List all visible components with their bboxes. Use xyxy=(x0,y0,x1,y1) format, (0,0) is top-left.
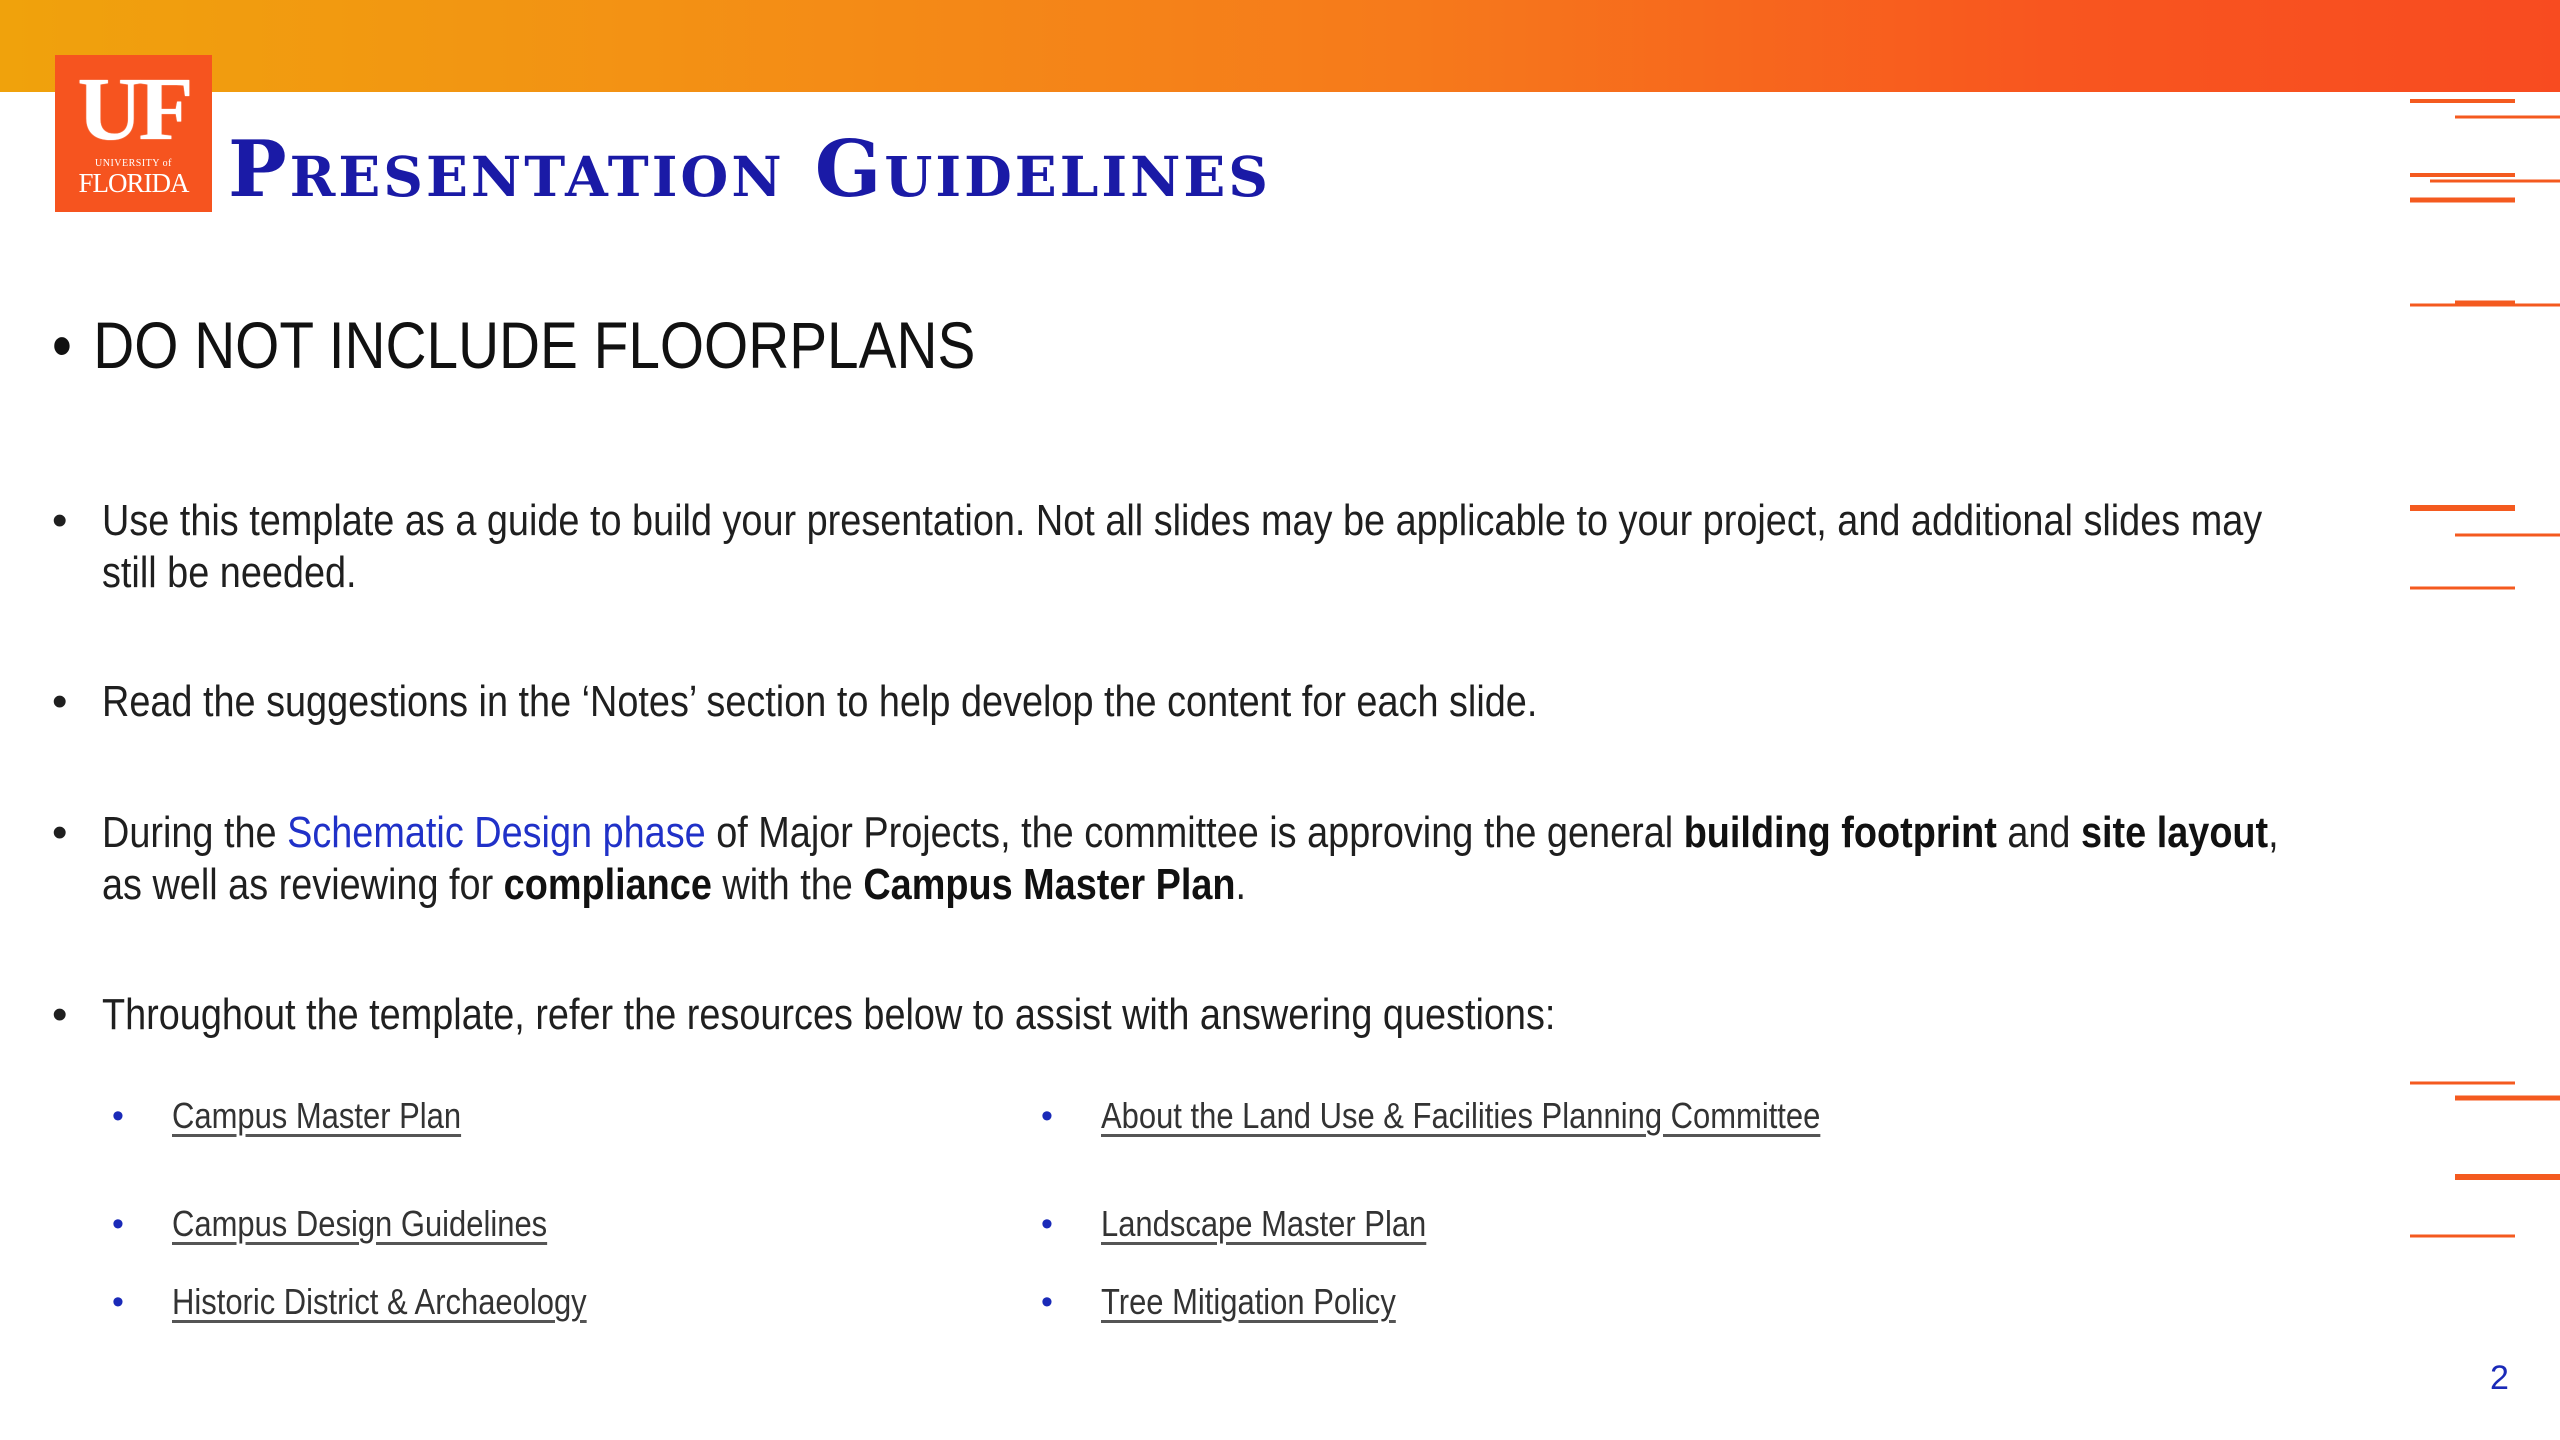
tree-mitigation-policy-link[interactable]: Tree Mitigation Policy xyxy=(1101,1281,1396,1322)
text-segment: During the xyxy=(102,808,288,857)
headline-bullet: • xyxy=(52,308,72,382)
campus-master-plan-emphasis: Campus Master Plan xyxy=(863,860,1236,909)
campus-design-guidelines-link[interactable]: Campus Design Guidelines xyxy=(172,1203,548,1244)
link-bullet: • xyxy=(112,1205,124,1243)
compliance-emphasis: compliance xyxy=(503,860,712,909)
bullet-mark: • xyxy=(52,496,68,545)
text-segment: . xyxy=(1235,860,1247,909)
logo-uf-text: UF xyxy=(77,60,190,159)
slide-title: Presentation Guidelines xyxy=(228,124,1272,215)
campus-master-plan-link[interactable]: Campus Master Plan xyxy=(172,1095,462,1136)
text-segment: of Major Projects, the committee is approving the general xyxy=(705,808,1684,857)
text-segment: , as well as reviewing for xyxy=(102,808,2279,909)
logo-university-text: UNIVERSITY of xyxy=(95,158,172,169)
link-bullet: • xyxy=(1041,1097,1053,1135)
bullet-text: Use this template as a guide to build your presentation. Not all slides may be applicable to your project, and additional slides may still be needed. xyxy=(102,496,2263,597)
link-bullet: • xyxy=(112,1097,124,1135)
decorative-side-lines xyxy=(2400,90,2560,1290)
link-bullet: • xyxy=(1041,1283,1053,1321)
link-bullet: • xyxy=(112,1283,124,1321)
schematic-design-phase-link[interactable]: Schematic Design phase xyxy=(287,808,706,857)
headline-text: DO NOT INCLUDE FLOORPLANS xyxy=(93,308,976,382)
bullet-text: Read the suggestions in the ‘Notes’ section to help develop the content for each slide. xyxy=(102,677,1538,726)
bullet-mark: • xyxy=(52,808,68,857)
bullet-mark: • xyxy=(52,677,68,726)
text-segment: and xyxy=(1996,808,2081,857)
page-number: 2 xyxy=(2490,1359,2509,1397)
link-bullet: • xyxy=(1041,1205,1053,1243)
bullet-text xyxy=(102,807,2321,911)
text-segment: with the xyxy=(711,860,864,909)
logo-florida-text: FLORIDA xyxy=(78,168,189,198)
land-use-committee-link[interactable]: About the Land Use & Facilities Planning Committee xyxy=(1101,1095,1821,1136)
building-footprint-emphasis: building footprint xyxy=(1683,808,1997,857)
historic-district-archaeology-link[interactable]: Historic District & Archaeology xyxy=(172,1281,587,1322)
top-gradient-band xyxy=(0,0,2560,92)
bullet-text: Throughout the template, refer the resources below to assist with answering questions: xyxy=(102,990,1556,1039)
site-layout-emphasis: site layout xyxy=(2080,808,2269,857)
uf-logo xyxy=(55,55,212,212)
headline xyxy=(52,305,975,385)
bullet-mark: • xyxy=(52,990,68,1039)
landscape-master-plan-link[interactable]: Landscape Master Plan xyxy=(1101,1203,1427,1244)
